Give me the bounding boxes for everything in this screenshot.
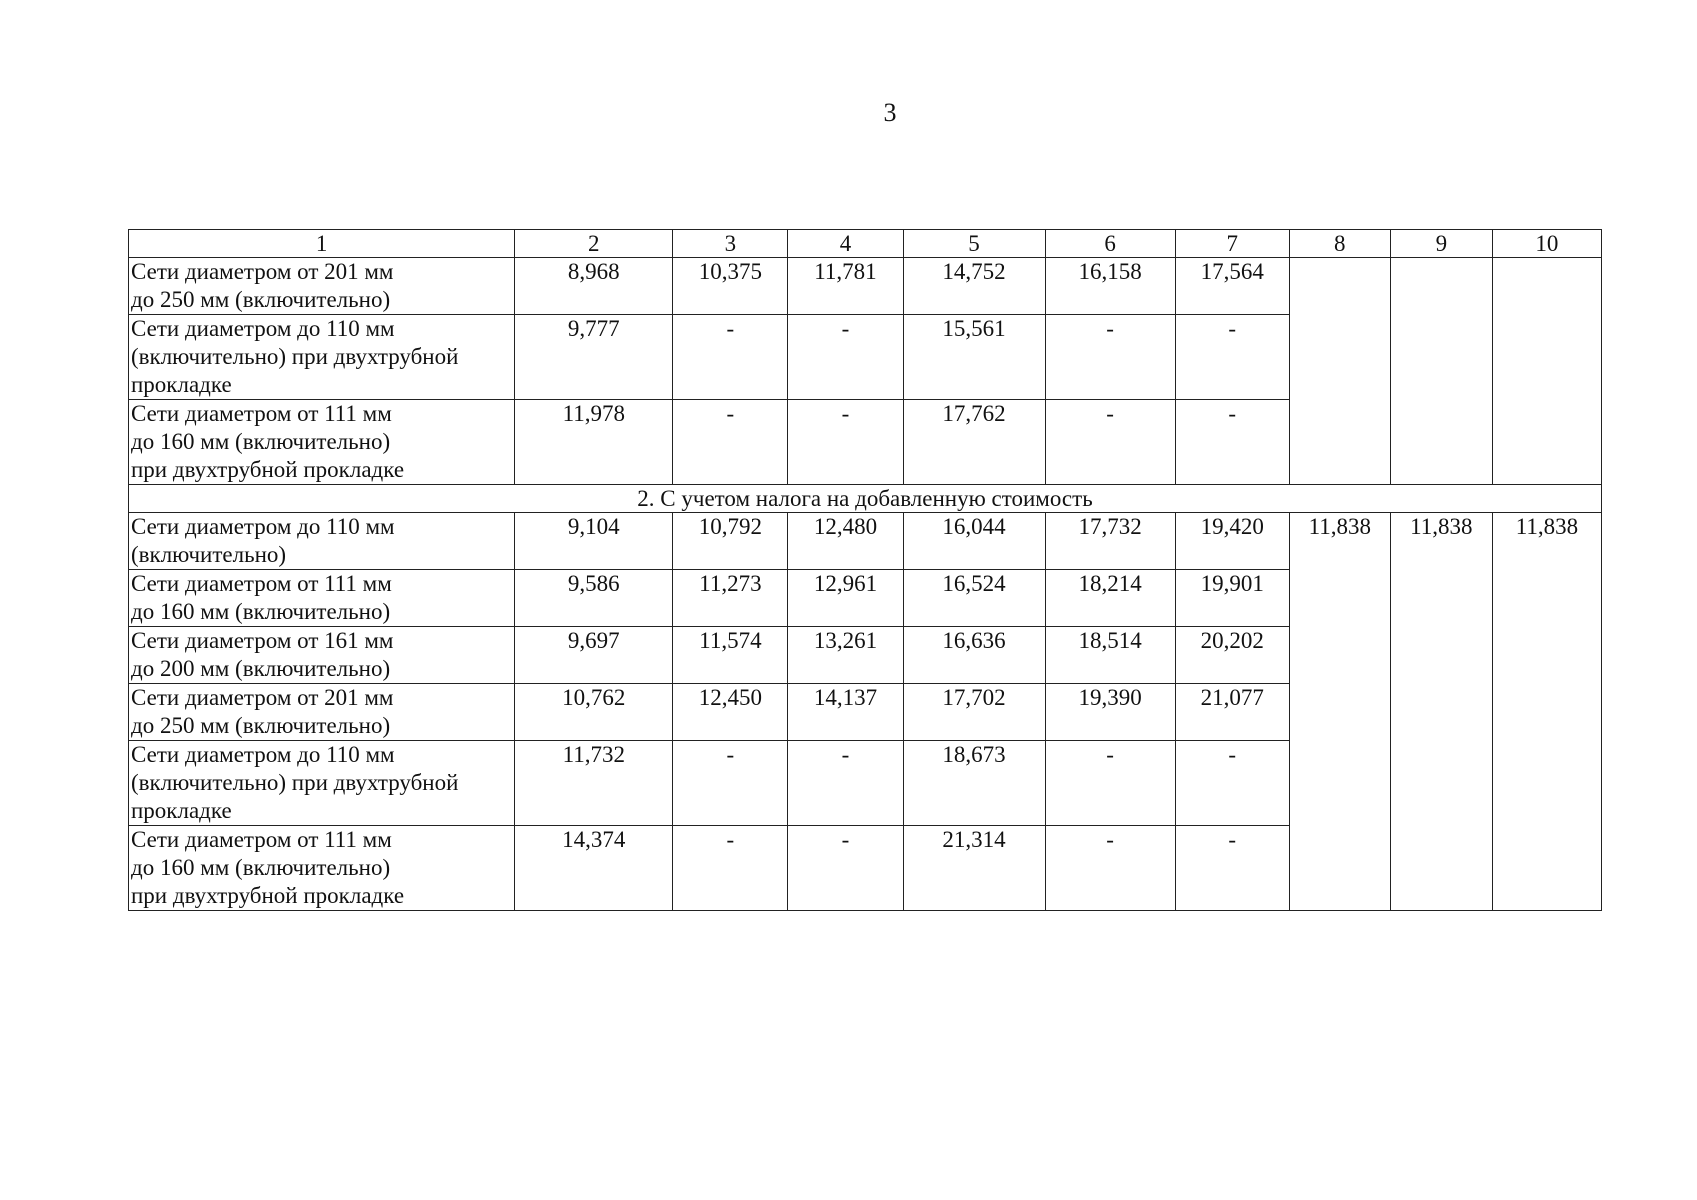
value-cell: 21,314 <box>903 826 1045 911</box>
row-label-line: до 250 мм (включительно) <box>131 287 391 312</box>
row-label-line: до 250 мм (включительно) <box>131 713 391 738</box>
value-cell: 13,261 <box>788 627 903 684</box>
value-cell: 18,673 <box>903 741 1045 826</box>
row-label-line: при двухтрубной прокладке <box>131 457 405 482</box>
header-cell: 6 <box>1045 230 1175 258</box>
value-cell: - <box>788 826 903 911</box>
row-label <box>129 684 515 741</box>
value-cell: 15,561 <box>903 315 1045 400</box>
row-label <box>129 741 515 826</box>
row-label <box>129 627 515 684</box>
value-cell: 16,636 <box>903 627 1045 684</box>
value-cell: 11,781 <box>788 258 903 315</box>
header-cell: 1 <box>129 230 515 258</box>
value-cell: 14,374 <box>515 826 673 911</box>
empty-cell-col8 <box>1289 258 1390 485</box>
page-number: 3 <box>883 98 897 127</box>
value-cell: 12,450 <box>673 684 788 741</box>
header-cell: 4 <box>788 230 903 258</box>
value-cell: 9,697 <box>515 627 673 684</box>
value-cell: 9,777 <box>515 315 673 400</box>
value-cell: 9,586 <box>515 570 673 627</box>
value-cell: 17,702 <box>903 684 1045 741</box>
tariff-table <box>128 229 1602 911</box>
row-label-line: Сети диаметром от 201 мм <box>131 259 394 284</box>
header-cell: 10 <box>1492 230 1601 258</box>
empty-cell-col10 <box>1492 258 1601 485</box>
row-label-line: Сети диаметром до 110 мм <box>131 316 395 341</box>
value-cell: - <box>1175 826 1289 911</box>
value-cell: - <box>1045 315 1175 400</box>
row-label-line: Сети диаметром от 111 мм <box>131 571 392 596</box>
value-cell: 17,732 <box>1045 513 1175 570</box>
header-cell: 3 <box>673 230 788 258</box>
value-cell: 10,792 <box>673 513 788 570</box>
value-cell: 14,752 <box>903 258 1045 315</box>
row-label-line: (включительно) при двухтрубной <box>131 344 459 369</box>
empty-cell-col9 <box>1390 258 1492 485</box>
header-cell: 8 <box>1289 230 1390 258</box>
row-label <box>129 400 515 485</box>
row-label <box>129 513 515 570</box>
header-cell: 9 <box>1390 230 1492 258</box>
value-cell: - <box>788 741 903 826</box>
row-label <box>129 258 515 315</box>
value-cell: 11,273 <box>673 570 788 627</box>
value-cell: - <box>1045 741 1175 826</box>
row-label-line: до 160 мм (включительно) <box>131 599 391 624</box>
row-label-line: Сети диаметром от 161 мм <box>131 628 394 653</box>
value-cell: - <box>1045 400 1175 485</box>
row-label-line: до 200 мм (включительно) <box>131 656 391 681</box>
row-label-line: (включительно) при двухтрубной <box>131 770 459 795</box>
value-cell: - <box>1045 826 1175 911</box>
table-header-row <box>129 230 1602 258</box>
section-row <box>129 485 1602 513</box>
value-cell: - <box>1175 400 1289 485</box>
value-cell-col10: 11,838 <box>1492 513 1601 911</box>
value-cell: - <box>673 741 788 826</box>
value-cell-col9: 11,838 <box>1390 513 1492 911</box>
table-row <box>129 513 1602 570</box>
row-label-line: Сети диаметром от 111 мм <box>131 401 392 426</box>
value-cell: 10,375 <box>673 258 788 315</box>
value-cell: 12,480 <box>788 513 903 570</box>
row-label <box>129 315 515 400</box>
row-label-line: прокладке <box>131 372 232 397</box>
value-cell: 11,978 <box>515 400 673 485</box>
value-cell: - <box>673 826 788 911</box>
value-cell: 11,574 <box>673 627 788 684</box>
value-cell: 17,564 <box>1175 258 1289 315</box>
row-label <box>129 570 515 627</box>
value-cell: 12,961 <box>788 570 903 627</box>
value-cell: - <box>788 400 903 485</box>
row-label-line: Сети диаметром до 110 мм <box>131 742 395 767</box>
header-cell: 5 <box>903 230 1045 258</box>
value-cell: 19,390 <box>1045 684 1175 741</box>
value-cell: 17,762 <box>903 400 1045 485</box>
value-cell: - <box>788 315 903 400</box>
row-label-line: при двухтрубной прокладке <box>131 883 405 908</box>
value-cell: 11,732 <box>515 741 673 826</box>
row-label-line: до 160 мм (включительно) <box>131 855 391 880</box>
section-title: 2. С учетом налога на добавленную стоимость <box>129 485 1602 513</box>
value-cell: 10,762 <box>515 684 673 741</box>
value-cell: 14,137 <box>788 684 903 741</box>
value-cell: - <box>673 400 788 485</box>
value-cell: - <box>673 315 788 400</box>
row-label-line: до 160 мм (включительно) <box>131 429 391 454</box>
header-cell: 2 <box>515 230 673 258</box>
value-cell: 18,514 <box>1045 627 1175 684</box>
table-row <box>129 258 1602 315</box>
value-cell-col8: 11,838 <box>1289 513 1390 911</box>
value-cell: 21,077 <box>1175 684 1289 741</box>
row-label-line: Сети диаметром до 110 мм <box>131 514 395 539</box>
value-cell: 9,104 <box>515 513 673 570</box>
value-cell: 18,214 <box>1045 570 1175 627</box>
value-cell: 8,968 <box>515 258 673 315</box>
value-cell: 19,901 <box>1175 570 1289 627</box>
value-cell: 16,524 <box>903 570 1045 627</box>
value-cell: 19,420 <box>1175 513 1289 570</box>
row-label <box>129 826 515 911</box>
value-cell: - <box>1175 315 1289 400</box>
row-label-line: Сети диаметром от 201 мм <box>131 685 394 710</box>
value-cell: - <box>1175 741 1289 826</box>
value-cell: 16,044 <box>903 513 1045 570</box>
value-cell: 20,202 <box>1175 627 1289 684</box>
row-label-line: Сети диаметром от 111 мм <box>131 827 392 852</box>
header-cell: 7 <box>1175 230 1289 258</box>
value-cell: 16,158 <box>1045 258 1175 315</box>
row-label-line: (включительно) <box>131 542 287 567</box>
row-label-line: прокладке <box>131 798 232 823</box>
